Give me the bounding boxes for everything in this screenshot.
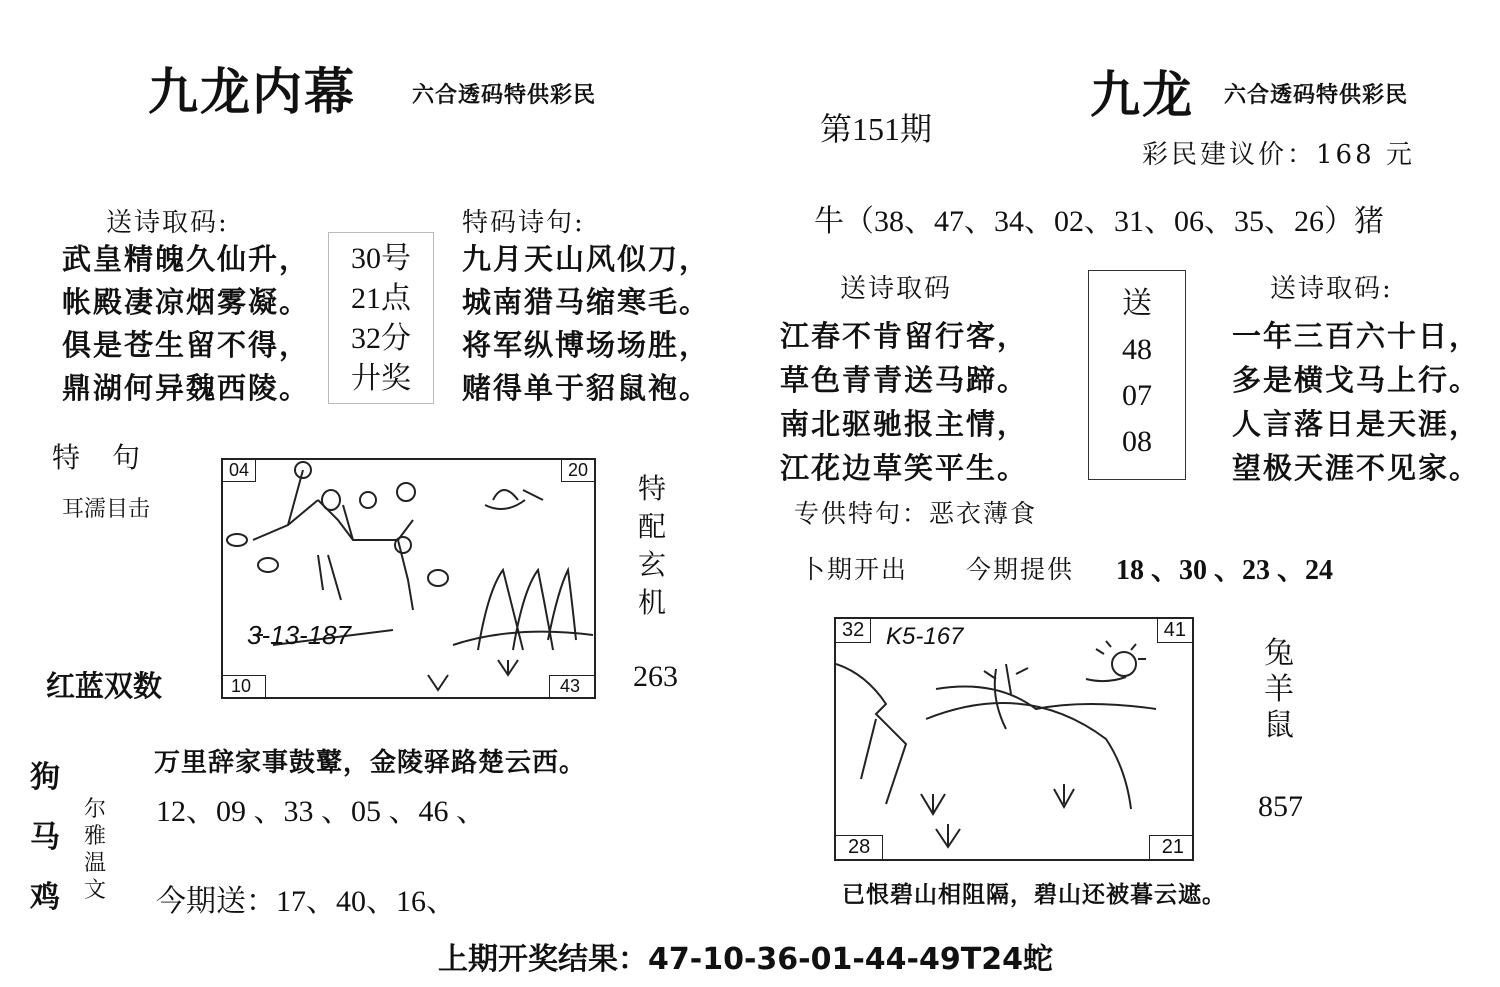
animal: 马 — [30, 820, 60, 855]
send-box-line: 48 — [1122, 333, 1152, 366]
erya-vertical — [84, 796, 106, 904]
caption-char: 玄 — [638, 548, 667, 581]
sketch-scribble: K5-167 — [886, 623, 964, 650]
poem-line: 城南猎马缩寒毛。 — [462, 285, 711, 319]
price-label: 彩民建议价： — [1142, 140, 1317, 170]
sketch-drawing — [223, 460, 594, 697]
issue-number: 第151期 — [820, 111, 933, 147]
corner-number: 20 — [561, 460, 594, 482]
send-box-line: 08 — [1122, 425, 1152, 458]
caption-char: 机 — [638, 586, 667, 619]
corner-number: 28 — [836, 835, 883, 859]
send-box — [1088, 270, 1186, 480]
left-sketch-image — [221, 458, 596, 699]
right-title: 九龙 — [1090, 65, 1194, 124]
erya-char: 温 — [84, 851, 107, 876]
poem-line: 望极天涯不见家。 — [1232, 451, 1481, 485]
poem-line: 一年三百六十日， — [1232, 319, 1481, 353]
draw-info-line: 32分 — [351, 322, 411, 355]
poem-line: 江春不肯留行客， — [780, 319, 1029, 353]
left-animals — [30, 748, 60, 928]
ox-pig-line: 牛（38、47、34、02、31、06、35、26）猪 — [814, 205, 1384, 238]
price-value: 168 元 — [1316, 140, 1415, 170]
send-box-line: 07 — [1122, 379, 1152, 412]
special-label: 专供特句： — [794, 499, 930, 528]
price — [1142, 134, 1415, 171]
right-poem-left — [780, 314, 1028, 490]
poem-line: 南北驱驰报主情， — [780, 407, 1029, 441]
draw-info-line: 廾奖 — [351, 362, 411, 395]
numbers-line: 12、09 、33 、05 、46 、 — [156, 795, 486, 828]
special-line — [794, 494, 1037, 530]
corner-number: 04 — [223, 460, 256, 482]
right-subtitle: 六合透码特供彩民 — [1224, 82, 1409, 108]
caption-char: 配 — [638, 510, 667, 543]
animal: 鸡 — [30, 880, 60, 915]
right-poem-right — [1232, 314, 1480, 490]
poem-line: 多是横戈马上行。 — [1232, 363, 1481, 397]
corner-number: 21 — [1149, 835, 1192, 859]
te-ju-value: 耳濡目击 — [62, 496, 151, 521]
this-issue-label: 今期提供 — [966, 555, 1075, 584]
poem-line: 草色青青送马蹄。 — [780, 363, 1029, 397]
special-poem-header: 特码诗句: — [462, 208, 585, 238]
poem-line: 帐殿凄凉烟雾凝。 — [62, 285, 311, 319]
animal: 狗 — [30, 760, 60, 795]
right-sketch-image — [834, 617, 1194, 861]
number-263: 263 — [633, 660, 678, 693]
poem-line: 九月天山风似刀， — [462, 242, 711, 276]
corner-number: 32 — [836, 619, 871, 643]
sketch-scribble: 3-13-187 — [247, 620, 352, 650]
right-poem-header-right: 送诗取码: — [1270, 274, 1393, 304]
special-poem — [462, 238, 710, 410]
sketch-drawing — [836, 619, 1192, 859]
animal: 兔 — [1264, 636, 1294, 671]
send-box-line: 送 — [1122, 286, 1152, 321]
poem-line: 赌得单于貂鼠袍。 — [462, 371, 711, 405]
animal: 羊 — [1264, 672, 1294, 707]
special-value: 恶衣薄食 — [929, 499, 1038, 528]
last-result: 上期开奖结果：47-10-36-01-44-49T24蛇 — [438, 942, 1053, 977]
poem-line: 武皇精魄久仙升， — [62, 242, 311, 276]
corner-number: 43 — [549, 675, 594, 697]
draw-info-box — [328, 232, 434, 404]
animal: 鼠 — [1264, 708, 1294, 743]
left-title: 九龙内幕 — [148, 62, 356, 121]
erya-char: 尔 — [84, 797, 107, 822]
te-ju-label: 特 句 — [52, 441, 143, 474]
poem-line: 人言落日是天涯， — [1232, 407, 1481, 441]
poem-line: 鼎湖何异魏西陵。 — [62, 371, 311, 405]
right-poem-header-left: 送诗取码 — [840, 274, 953, 304]
number-857: 857 — [1258, 790, 1303, 823]
verse-line: 万里辞家事鼓鼙，金陵驿路楚云西。 — [154, 748, 587, 778]
erya-char: 文 — [84, 878, 107, 903]
poem-line: 俱是苍生留不得， — [62, 328, 311, 362]
left-subtitle: 六合透码特供彩民 — [412, 82, 597, 108]
erya-char: 雅 — [84, 824, 107, 849]
left-poem-header: 送诗取码: — [106, 208, 229, 238]
poem-line: 将军纵博场场胜， — [462, 328, 711, 362]
red-blue-label: 红蓝双数 — [46, 669, 163, 703]
send-line: 今期送：17、40、16、 — [156, 885, 456, 918]
right-animals — [1264, 636, 1294, 744]
poem-line: 江花边草笑平生。 — [780, 451, 1029, 485]
draw-info-line: 21点 — [351, 282, 411, 315]
this-issue-numbers: 18 、30 、23 、24 — [1116, 555, 1334, 586]
right-caption: 已恨碧山相阻隔，碧山还被暮云遮。 — [842, 881, 1226, 908]
draw-info-line: 30号 — [351, 242, 411, 275]
left-poem — [62, 238, 310, 410]
last-issue-label: 卜期开出 — [800, 555, 909, 584]
caption-char: 特 — [638, 472, 667, 505]
vertical-caption — [638, 470, 666, 622]
corner-number: 41 — [1157, 619, 1192, 643]
corner-number: 10 — [223, 675, 266, 697]
